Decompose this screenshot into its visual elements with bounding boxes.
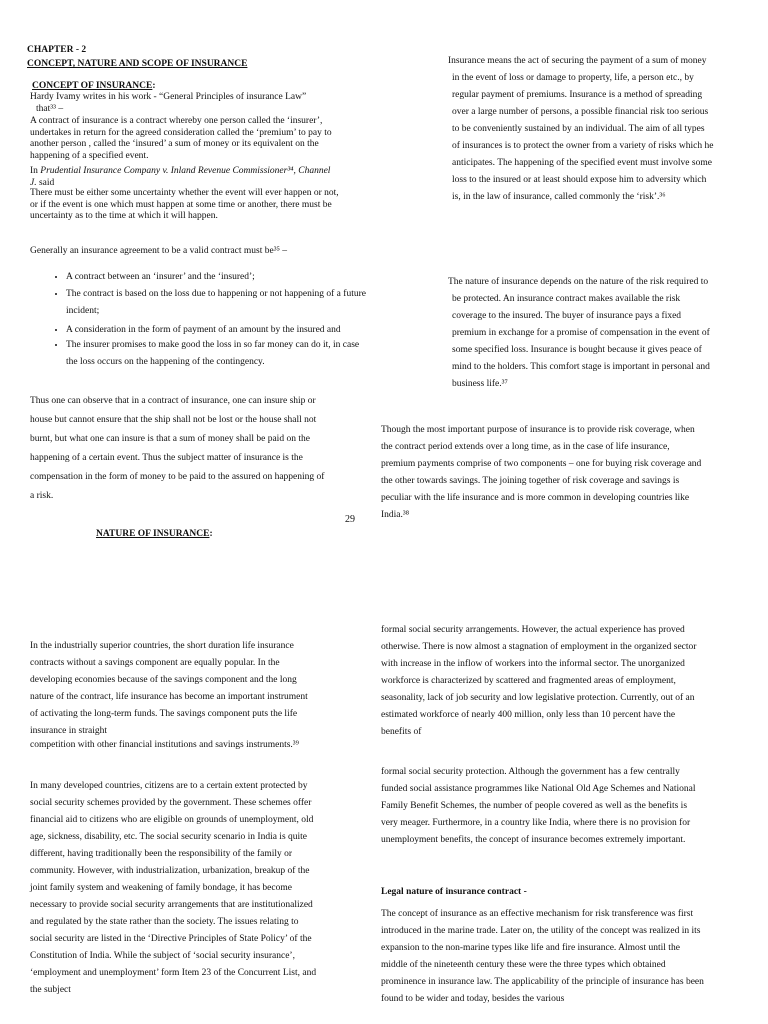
nature-heading [96,528,213,540]
concept-heading-text: CONCEPT OF INSURANCE [32,81,153,91]
nature-heading-colon: : [209,529,213,539]
case-suffix: said [38,177,55,188]
legal-nature-heading: Legal nature of insurance contract - [381,887,527,897]
bullet-item: • The insurer promises to make good the loss in so far money can do it, in case the loss occurs on the happening of the contingency. [66,337,366,371]
nature-paragraph: The nature of insurance depends on the nature of the risk required to be protected. An insurance contract makes available the risk coverage to the insured. The buyer of insurance pays a fixed premium in exchange for a promise of compensation in the event of some specified loss. Insurance is bought because it gives peace of mind to the holders. This comfort stage is important in personal and business life.³⁷ [448,277,710,389]
contract-definition: A contract of insurance is a contract whereby one person called the ‘insurer’, undertakes in return for the agreed consideration called the ‘premium’ to pay to another person , called the ‘insured’ a sum of money or its equivalent on the happening of a specified event. [30,116,332,161]
ivamy-quote-line: Hardy Ivamy writes in his work - “General Principles of insurance Law” [30,92,307,102]
bullet-item: • A contract between an ‘insurer’ and the ‘insured’; [66,269,366,286]
page-number: 29 [345,514,355,525]
developed-countries-tail: competition with other financial institutions and savings instruments.³⁹ [30,740,299,750]
nature-heading-text: NATURE OF INSURANCE [96,529,210,539]
bullet-item: • A consideration in the form of payment of an amount by the insured and [66,323,366,337]
government-schemes-paragraph: formal social security protection. Although the government has a few centrally funded social assistance programmes like National Old Age Schemes and National Family Benefit Schemes, the number of people covered as well as the benefits is very meager. Furthermore, in a country like India, where there is no provision for unemployment benefits, the concept of insurance becomes extremely important. [381,767,696,845]
observe-paragraph: Thus one can observe that in a contract of insurance, one can insure ship or house but cannot ensure that the ship shall not be lost or the house shall not burnt, but what one can insure is that a sum of money shall be paid on the happening of a certain event. Thus the subject matter of insurance is the compensation in the form of money to be paid to the assured on happening of a risk. [30,396,325,501]
chapter-title: CONCEPT, NATURE AND SCOPE OF INSURANCE [27,59,248,69]
case-name: Prudential Insurance Company v. Inland Revenue Commissioner³⁴, Channel J. [30,166,331,188]
chapter-label: CHAPTER - 2 [27,45,87,55]
uncertainty-paragraph: There must be either some uncertainty whether the event will ever happen or not, or if the event is one which must happen at some time or another, there must be uncertainty as to the time at which it will happen. [30,188,339,221]
generally-paragraph: Generally an insurance agreement to be a valid contract must be³⁵ – [30,246,288,256]
formal-security-paragraph: formal social security arrangements. However, the actual experience has proved otherwise. There is now almost a stagnation of employment in the organized sector with increase in the inflow of workers into the informal sector. The unorganized workforce is characterized by scattered and fragmented areas of employment, seasonality, lack of job security and low legislative protection. Currently, out of an estimated workforce of nearly 400 million, only less than 10 percent have the benefits of [381,625,697,737]
concept-heading-colon: : [152,81,156,91]
bullet-item: • The contract is based on the loss due to happening or not happening of a future incident; [66,286,366,320]
concept-heading [32,80,156,92]
concept-history-paragraph: The concept of insurance as an effective mechanism for risk transference was first introduced in the marine trade. Later on, the utility of the concept was realized in its expansion to the non-marine types like life and fire insurance. Almost until the middle of the nineteenth century these were the three types which obtained prominence in insurance law. The applicability of the principle of insurance has been found to be wider and today, besides the various [381,909,704,1004]
case-reference [30,166,335,189]
purpose-paragraph: Though the most important purpose of insurance is to provide risk coverage, when the contract period extends over a long time, as in the case of life insurance, premium payments comprise of two components – one for buying risk coverage and the other towards savings. The joining together of risk coverage and savings is peculiar with the life insurance and is more common in developing countries like India.³⁸ [381,425,702,520]
case-prefix: In [30,166,38,176]
insurance-meaning-paragraph: Insurance means the act of securing the payment of a sum of money in the event of loss or damage to property, life, a person etc., by regular payment of premiums. Insurance is a method of spreading over a large number of persons, a possible financial risk too serious to be conveniently sustained by an individual. The aim of all types of insurances is to protect the owner from a variety of risks which he anticipates. The happening of the specified event must involve some loss to the insured or at least should expose him to adversity which is, in the law of insurance, called commonly the ‘risk’.³⁶ [448,56,714,202]
validity-bullet-list [22,269,366,371]
developed-countries-paragraph: In the industrially superior countries, the short duration life insurance contracts without a savings component are equally popular. In the developing economies because of the savings component and the long nature of the contract, life insurance has become an important instrument of activating the long-term funds. The savings component puts the life insurance in straight [30,641,308,736]
social-security-paragraph: In many developed countries, citizens are to a certain extent protected by social security schemes provided by the government. These schemes offer financial aid to citizens who are eligible on grounds of unemployment, old age, sickness, disability, etc. The social security scenario in India is quite different, having traditionally been the responsibility of the family or community. However, with industrialization, urbanization, breakup of the joint family system and weakening of family bondage, it has become necessary to provide social security arrangements that are institutionalized and regulated by the state rather than the society. The issues relating to social security are listed in the ‘Directive Principles of State Policy’ of the Constitution of India. While the subject of ‘social security insurance’, ‘employment and unemployment’ form Item 23 of the Concurrent List, and the subject [30,781,317,995]
ivamy-quote-line-2: that³³ – [36,104,64,114]
